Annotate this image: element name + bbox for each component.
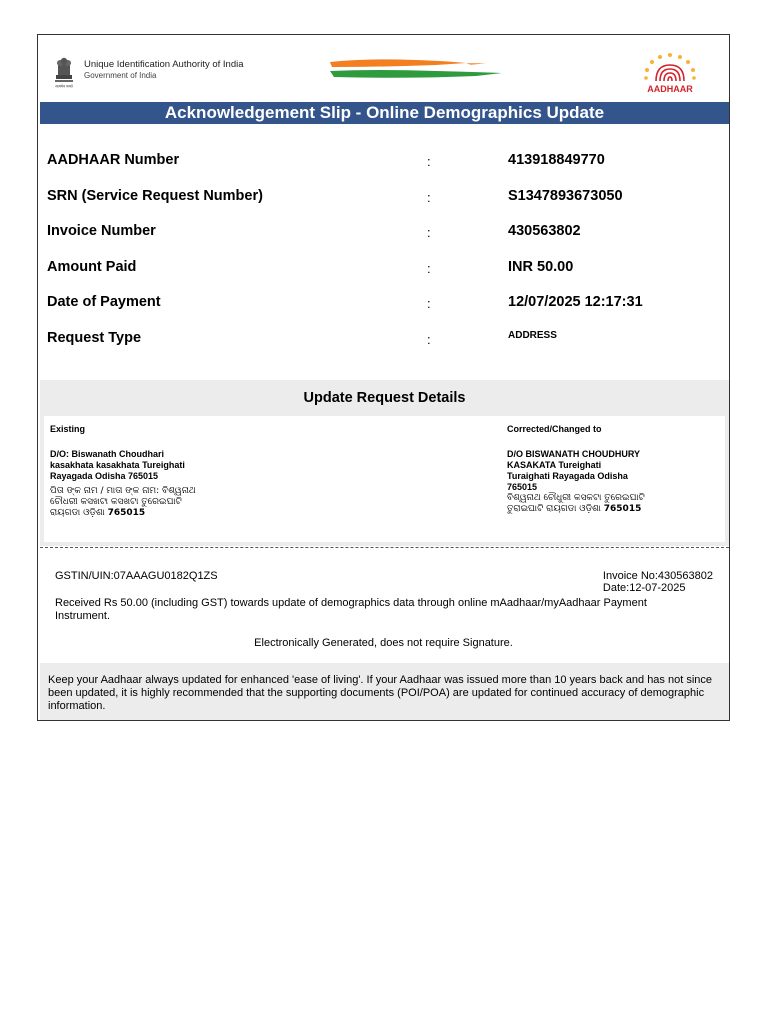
existing-address-odia xyxy=(50,486,350,519)
corrected-heading: Corrected/Changed to xyxy=(507,424,602,434)
field-value: 413918849770 xyxy=(508,152,605,168)
government-label: Government of India xyxy=(84,71,157,80)
field-amount-paid xyxy=(47,259,717,279)
authority-name: Unique Identification Authority of India xyxy=(84,59,244,70)
national-emblem-icon xyxy=(52,53,76,89)
odia-text: ପିତା ଙ୍କ ନାମ / ମାତା ଙ୍କ ନାମ: ବିଶ୍ୱନାଥ ଚୌଧରୀ କସଖଟା କସଖଟା ତୁରେଇଘାଟି ରାୟଗଡା ଓଡ଼ିଶା xyxy=(50,486,196,518)
existing-column xyxy=(50,424,350,519)
field-colon: : xyxy=(427,261,431,276)
odia-text: ବିଶ୍ୱନାଥ ଚୌଧୁରୀ କସକଟା ତୁରେଇଘାଟି ତୁରାଇଘାଟି ରାୟଗଡା ଓଡ଼ିଶା xyxy=(507,493,645,514)
field-request-type xyxy=(47,330,717,350)
field-colon: : xyxy=(427,225,431,240)
invoice-date-text: Date:12-07-2025 xyxy=(602,582,686,594)
electronic-note: Electronically Generated, does not require Signature. xyxy=(254,637,513,649)
field-value: 12/07/2025 12:17:31 xyxy=(508,294,643,310)
odia-pin: 765015 xyxy=(603,504,642,514)
field-date-of-payment xyxy=(47,294,717,314)
field-invoice-number xyxy=(47,223,717,243)
tricolour-brush-icon xyxy=(326,57,506,83)
invoice-info xyxy=(603,570,713,594)
corrected-address-odia xyxy=(507,493,717,515)
page-title: Acknowledgement Slip - Online Demographics Update xyxy=(40,102,729,124)
field-srn xyxy=(47,188,717,208)
invoice-number-text: Invoice No:430563802 xyxy=(602,570,713,582)
existing-address: D/O: Biswanath Choudhari kasakhata kasakhata Tureighati Rayagada Odisha 765015 xyxy=(50,449,185,481)
field-label: Date of Payment xyxy=(47,294,161,310)
payment-received-text: Received Rs 50.00 (including GST) towards update of demographics data through online mAadhaar/myAadhaar Payment Instrument. xyxy=(55,597,647,622)
field-aadhaar-number xyxy=(47,152,717,172)
field-value: ADDRESS xyxy=(508,330,557,341)
field-colon: : xyxy=(427,332,431,347)
emblem-caption: सत्यमेव जयते xyxy=(55,84,73,89)
acknowledgement-slip xyxy=(37,34,730,721)
cut-line-divider xyxy=(40,547,729,548)
field-label: Amount Paid xyxy=(47,259,137,275)
section-title: Update Request Details xyxy=(303,390,466,406)
field-colon: : xyxy=(427,154,431,169)
field-label: Request Type xyxy=(47,330,142,346)
gstin-text: GSTIN/UIN:07AAAGU0182Q1ZS xyxy=(55,570,218,582)
header xyxy=(38,35,729,122)
field-value: INR 50.00 xyxy=(508,259,574,275)
existing-heading: Existing xyxy=(50,424,86,434)
field-value: S1347893673050 xyxy=(508,188,623,204)
corrected-address: D/O BISWANATH CHOUDHURY KASAKATA Tureighati Turaighati Rayagada Odisha 765015 xyxy=(507,449,640,492)
field-colon: : xyxy=(427,190,431,205)
aadhaar-logo-icon xyxy=(632,47,708,95)
details-panel xyxy=(44,416,725,542)
field-label: Invoice Number xyxy=(47,223,156,239)
aadhaar-logo-text: AADHAAR xyxy=(647,84,693,94)
update-request-details xyxy=(40,380,729,546)
field-label: SRN (Service Request Number) xyxy=(47,188,263,204)
footer-note: Keep your Aadhaar always updated for enhanced 'ease of living'. If your Aadhaar was issued more than 10 years back and has not since been updated, it is highly recommended that the supporting documents (POI/POA) are updated for continued accuracy of demographic information. xyxy=(40,663,729,720)
field-colon: : xyxy=(427,296,431,311)
field-label: AADHAAR Number xyxy=(47,152,180,168)
field-value: 430563802 xyxy=(508,223,581,239)
odia-pin: 765015 xyxy=(107,508,146,518)
corrected-column xyxy=(507,424,717,515)
